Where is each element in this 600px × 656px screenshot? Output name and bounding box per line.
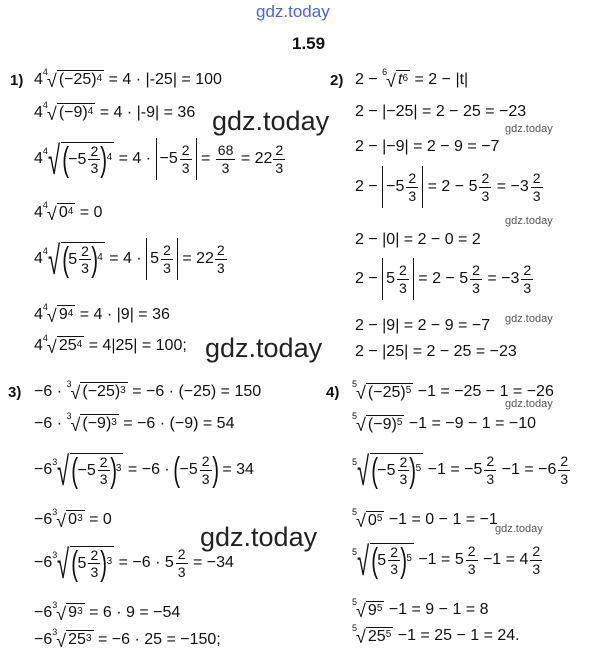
s4-line-4: 5 √ 0 $^5$ −1 = 0 − 1 = −1 <box>352 507 498 531</box>
s1-line-1: 4 4 √ (−25) $^4$ = 4 · |-25| = 100 <box>34 66 222 91</box>
watermark-top: gdz.today <box>256 2 330 21</box>
s3-line-7: −6 3 √ 25 $^3$ = −6 · 25 = −150; <box>34 626 221 651</box>
watermark-small: gdz.today <box>495 523 543 535</box>
s2-line-8: 2 − |25| = 2 − 25 = −23 <box>355 343 517 360</box>
s2-line-4: 2 − −5 $\frac{2}{3}$ = 2 − 5 $\frac{2}{3}$ = −3 $\frac{2}{3}$ <box>355 166 544 208</box>
section-number-4: 4) <box>326 384 340 401</box>
s4-line-1: 5 √ (−25) $^5$ −1 = −25 − 1 = −26 <box>352 379 554 403</box>
s3-line-4: −6 3 √ 0 $^3$ = 0 <box>34 506 112 531</box>
section-number-2: 2) <box>330 72 344 89</box>
s1-line-6: 4 4 √ 9 $^4$ = 4 · |9| = 36 <box>34 301 170 326</box>
watermark: gdz.today <box>205 333 323 363</box>
s2-line-1: 2 − 6 √ t $^6$ = 2 − |t| <box>355 66 469 91</box>
s2-line-3: 2 − |−9| = 2 − 9 = −7 <box>355 138 500 155</box>
watermark-small: gdz.today <box>505 398 553 410</box>
section-number-1: 1) <box>10 72 24 89</box>
section-number-3: 3) <box>8 384 22 401</box>
s1-line-2: 4 4 √ (−9) $^4$ = 4 · |-9| = 36 <box>34 99 196 124</box>
s2-line-6: 2 − 5 $\frac{2}{3}$ = 2 − 5 $\frac{2}{3}$ = −3 $\frac{2}{3}$ <box>355 258 534 300</box>
s3-line-6: −6 3 √ 9 $^3$ = 6 · 9 = −54 <box>34 599 181 624</box>
s1-line-3: 4 4 √ ( −5 $\frac{2}{3}$ ) $^4$ = 4 · −5 $\frac{2}{3}$ = $\frac{68}{3}$ = 22 $\frac{2}{3}$ <box>34 139 284 183</box>
s1-line-4: 4 4 √ 0 $^4$ = 0 <box>34 199 103 224</box>
s3-line-2: −6 · 3 √ (−9) $^3$ = −6 · (−9) = 54 <box>34 410 235 435</box>
s3-line-5: −6 3 √ ( 5 $\frac{2}{3}$ ) $^3$ = −6 · 5 $\frac{2}{3}$ = −34 <box>34 543 234 587</box>
watermark-small: gdz.today <box>505 215 553 227</box>
watermark: gdz.today <box>200 522 318 552</box>
s1-line-5: 4 4 √ ( 5 $\frac{2}{3}$ ) $^4$ = 4 · 5 $\frac{2}{3}$ = 22 $\frac{2}{3}$ <box>34 239 225 283</box>
s4-line-7: 5 √ 25 $^5$ −1 = 25 − 1 = 24. <box>352 623 520 647</box>
s1-line-7: 4 4 √ 25 $^4$ = 4|25| = 100; <box>34 332 187 357</box>
s4-line-6: 5 √ 9 $^5$ −1 = 9 − 1 = 8 <box>352 597 489 621</box>
s4-line-3: 5 √ ( −5 $\frac{2}{3}$ ) $^5$ −1 = −5 $\frac{2}{3}$ −1 = −6 $\frac{2}{3}$ <box>352 450 569 494</box>
s3-line-3: −6 3 √ ( −5 $\frac{2}{3}$ ) $^3$ = −6 · ( −5 $\frac{2}{3}$ ) = 34 <box>34 450 254 494</box>
watermark: gdz.today <box>212 106 330 136</box>
s4-line-5: 5 √ ( 5 $\frac{2}{3}$ ) $^5$ −1 = 5 $\frac{2}{3}$ −1 = 4 $\frac{2}{3}$ <box>352 540 541 584</box>
s3-line-1: −6 · 3 √ (−25) $^3$ = −6 · (−25) = 150 <box>34 378 262 403</box>
s2-line-5: 2 − |0| = 2 − 0 = 2 <box>355 231 481 248</box>
s2-line-2: 2 − |−25| = 2 − 25 = −23 <box>355 103 527 120</box>
problem-number: 1.59 <box>292 34 326 53</box>
watermark-small: gdz.today <box>505 123 553 135</box>
watermark-small: gdz.today <box>505 313 553 325</box>
s4-line-2: 5 √ (−9) $^5$ −1 = −9 − 1 = −10 <box>352 411 537 435</box>
s2-line-7: 2 − |9| = 2 − 9 = −7 <box>355 317 491 334</box>
